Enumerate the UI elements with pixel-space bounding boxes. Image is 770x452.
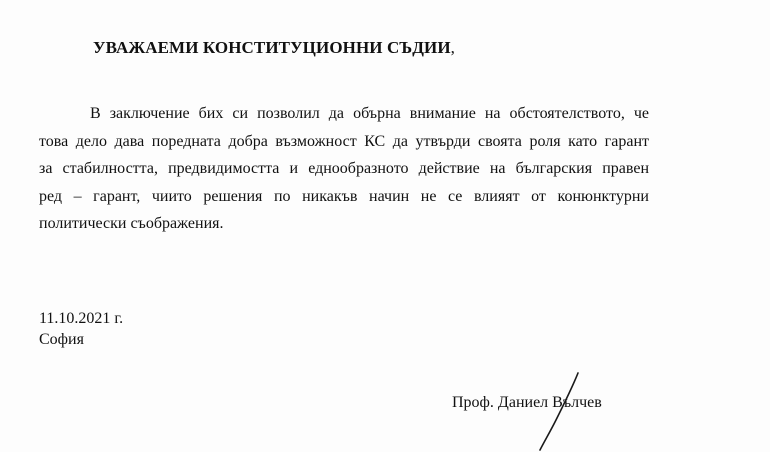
signatory-name: Проф. Даниел Вълчев (452, 394, 602, 411)
paragraph-line: политически съображения. (39, 215, 224, 232)
salutation-heading (93, 38, 455, 58)
paragraph-line: за стабилността, предвидимостта и еднообразното действие на българския правен (39, 160, 649, 177)
document-date: 11.10.2021 г. (39, 310, 124, 327)
document-city: София (39, 331, 84, 348)
closing-paragraph (39, 100, 649, 238)
handwritten-signature (520, 370, 580, 452)
paragraph-line: това дело дава поредната добра възможност КС да утвърди своята роля като гарант (39, 132, 649, 150)
salutation-comma: , (450, 38, 456, 57)
paragraph-line: В заключение бих си позволил да обърна внимание на обстоятелството, че (90, 105, 649, 122)
salutation-text: УВАЖАЕМИ КОНСТИТУЦИОННИ СЪДИИ (93, 38, 451, 57)
paragraph-line: ред – гарант, чиито решения по никакъв начин не се влияят от конюнктурни (39, 187, 649, 205)
